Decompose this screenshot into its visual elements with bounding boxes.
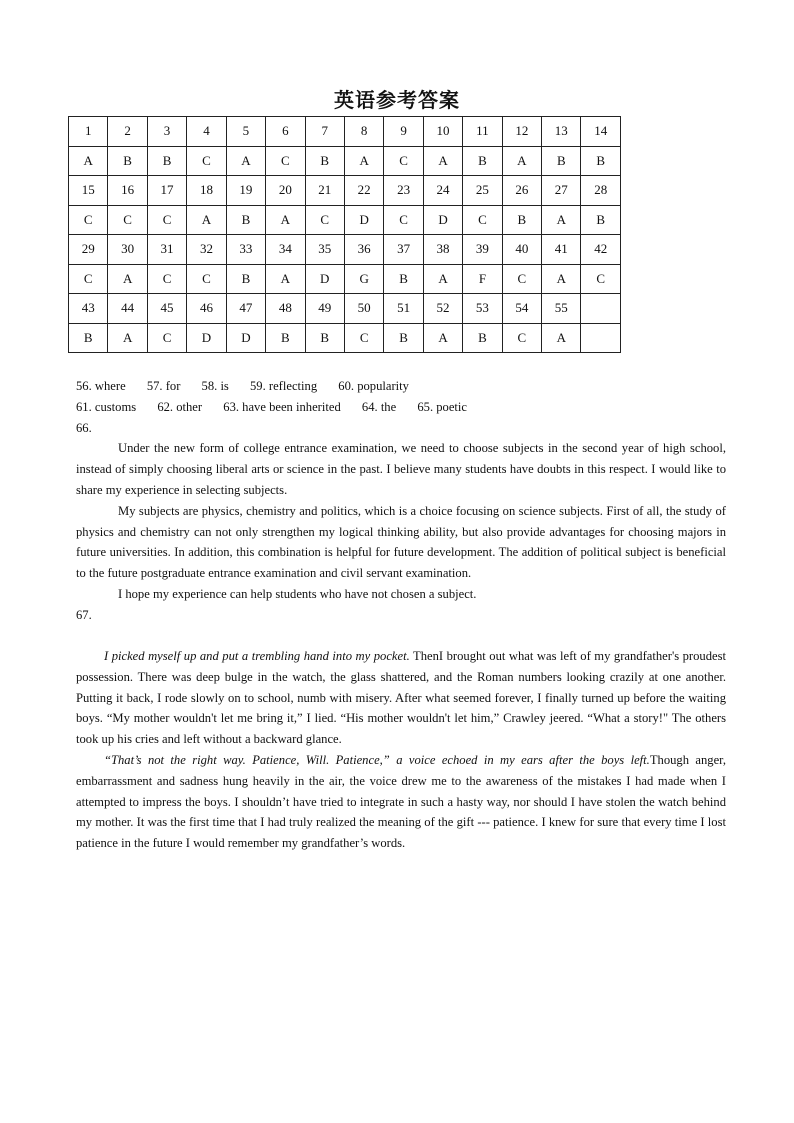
question-number-cell: 41 bbox=[542, 235, 581, 265]
question-number-cell: 14 bbox=[581, 117, 621, 147]
answer-row bbox=[69, 205, 621, 235]
question-number-cell: 39 bbox=[463, 235, 502, 265]
answer-cell: C bbox=[147, 323, 186, 353]
answer-64: 64. the bbox=[361, 399, 397, 414]
question-number-cell: 23 bbox=[384, 176, 423, 206]
answer-65: 65. poetic bbox=[417, 399, 468, 414]
answer-cell: A bbox=[423, 323, 462, 353]
answer-cell: A bbox=[423, 146, 462, 176]
question-number-cell bbox=[581, 294, 621, 324]
q67-paragraph-1 bbox=[76, 646, 726, 750]
answer-59: 59. reflecting bbox=[250, 379, 318, 393]
answer-cell: F bbox=[463, 264, 502, 294]
answer-cell: C bbox=[384, 146, 423, 176]
answer-cell: A bbox=[266, 205, 305, 235]
answer-cell: B bbox=[384, 264, 423, 294]
answer-58: 58. is bbox=[201, 379, 229, 393]
answer-row bbox=[69, 146, 621, 176]
answer-cell: A bbox=[542, 205, 581, 235]
answer-cell: B bbox=[463, 146, 502, 176]
answer-cell: A bbox=[542, 264, 581, 294]
answer-cell: C bbox=[502, 264, 541, 294]
question-number-cell: 10 bbox=[423, 117, 462, 147]
answer-cell: C bbox=[69, 264, 108, 294]
question-number-cell: 53 bbox=[463, 294, 502, 324]
answer-cell: D bbox=[423, 205, 462, 235]
answer-table bbox=[68, 116, 621, 353]
q67-paragraph-2 bbox=[76, 750, 726, 854]
question-number-cell: 47 bbox=[226, 294, 265, 324]
answer-cell: C bbox=[266, 146, 305, 176]
question-number-cell: 48 bbox=[266, 294, 305, 324]
question-number-cell: 38 bbox=[423, 235, 462, 265]
answer-cell: A bbox=[266, 264, 305, 294]
answer-56: 56. where bbox=[76, 379, 126, 393]
answer-cell: C bbox=[384, 205, 423, 235]
answer-cell: A bbox=[108, 264, 147, 294]
question-number-cell: 15 bbox=[69, 176, 108, 206]
answer-cell: C bbox=[187, 264, 226, 294]
answer-cell: A bbox=[226, 146, 265, 176]
answer-cell: B bbox=[226, 264, 265, 294]
question-number-cell: 46 bbox=[187, 294, 226, 324]
answer-cell: B bbox=[542, 146, 581, 176]
answer-cell: C bbox=[147, 205, 186, 235]
answer-cell: B bbox=[581, 205, 621, 235]
answer-cell: C bbox=[187, 146, 226, 176]
answer-cell: B bbox=[463, 323, 502, 353]
question-number-cell: 4 bbox=[187, 117, 226, 147]
answer-cell: B bbox=[226, 205, 265, 235]
question-number-cell: 25 bbox=[463, 176, 502, 206]
question-number-cell: 3 bbox=[147, 117, 186, 147]
question-number-cell: 30 bbox=[108, 235, 147, 265]
question-number-cell: 18 bbox=[187, 176, 226, 206]
question-number-cell: 5 bbox=[226, 117, 265, 147]
answer-cell: C bbox=[305, 205, 344, 235]
question-number-cell: 43 bbox=[69, 294, 108, 324]
answer-row bbox=[69, 264, 621, 294]
fill-line-2 bbox=[76, 397, 726, 418]
question-number-cell: 50 bbox=[344, 294, 383, 324]
question-number-cell: 16 bbox=[108, 176, 147, 206]
question-number-cell: 17 bbox=[147, 176, 186, 206]
answer-cell: C bbox=[502, 323, 541, 353]
question-number-cell: 32 bbox=[187, 235, 226, 265]
question-number-cell: 26 bbox=[502, 176, 541, 206]
answer-cell: B bbox=[108, 146, 147, 176]
q67-p2-italic: “That’s not the right way. Patience, Will. Patience,” a voice echoed in my ears after the boys left. bbox=[104, 752, 650, 767]
q67-label: 67. bbox=[76, 607, 92, 622]
answer-cell: G bbox=[344, 264, 383, 294]
question-number-cell: 20 bbox=[266, 176, 305, 206]
question-number-cell: 28 bbox=[581, 176, 621, 206]
answer-cell: C bbox=[108, 205, 147, 235]
question-number-cell: 36 bbox=[344, 235, 383, 265]
question-number-row bbox=[69, 294, 621, 324]
answer-cell: B bbox=[305, 323, 344, 353]
answer-cell: C bbox=[147, 264, 186, 294]
q67-p1-italic: I picked myself up and put a trembling hand into my pocket. bbox=[104, 649, 410, 663]
answer-cell: D bbox=[187, 323, 226, 353]
answer-cell: B bbox=[581, 146, 621, 176]
question-number-cell: 11 bbox=[463, 117, 502, 147]
q67-p2-rest: Though anger, embarrassment and sadness hung heavily in the air, the voice drew me to the awareness of the mistakes I had made when I attempted to impress the boys. I shouldn’t have tried to integrate in such a hasty way, nor should I have stolen the watch behind my mother. It was the first time that I had truly realized the meaning of the gift --- patience. I knew for sure that every time I lost patience in the future I would remember my grandfather’s words. bbox=[76, 752, 726, 851]
answer-cell: A bbox=[344, 146, 383, 176]
question-number-cell: 35 bbox=[305, 235, 344, 265]
answer-cell: B bbox=[305, 146, 344, 176]
answer-table-body bbox=[69, 117, 621, 353]
answer-cell: A bbox=[108, 323, 147, 353]
answer-62: 62. other bbox=[157, 399, 203, 414]
q67-essay bbox=[76, 646, 726, 854]
answer-cell: D bbox=[226, 323, 265, 353]
answer-cell: B bbox=[147, 146, 186, 176]
question-number-cell: 6 bbox=[266, 117, 305, 147]
fill-line-1 bbox=[76, 376, 726, 397]
question-number-cell: 13 bbox=[542, 117, 581, 147]
question-number-cell: 7 bbox=[305, 117, 344, 147]
question-number-cell: 52 bbox=[423, 294, 462, 324]
question-number-cell: 19 bbox=[226, 176, 265, 206]
answer-cell: B bbox=[266, 323, 305, 353]
question-number-cell: 51 bbox=[384, 294, 423, 324]
answer-cell: A bbox=[69, 146, 108, 176]
question-number-cell: 22 bbox=[344, 176, 383, 206]
answer-cell bbox=[581, 323, 621, 353]
answer-60: 60. popularity bbox=[338, 379, 409, 393]
fill-in-answers bbox=[76, 376, 726, 626]
question-number-row bbox=[69, 176, 621, 206]
answer-cell: B bbox=[69, 323, 108, 353]
question-number-cell: 33 bbox=[226, 235, 265, 265]
question-number-cell: 8 bbox=[344, 117, 383, 147]
question-number-cell: 1 bbox=[69, 117, 108, 147]
answer-63: 63. have been inherited bbox=[223, 399, 341, 414]
question-number-cell: 55 bbox=[542, 294, 581, 324]
question-number-cell: 12 bbox=[502, 117, 541, 147]
answer-cell: C bbox=[463, 205, 502, 235]
question-number-cell: 40 bbox=[502, 235, 541, 265]
question-number-cell: 54 bbox=[502, 294, 541, 324]
answer-cell: A bbox=[423, 264, 462, 294]
answer-cell: C bbox=[69, 205, 108, 235]
page-title: 英语参考答案 bbox=[334, 88, 460, 112]
question-number-cell: 42 bbox=[581, 235, 621, 265]
answer-cell: B bbox=[502, 205, 541, 235]
question-number-cell: 37 bbox=[384, 235, 423, 265]
question-number-cell: 45 bbox=[147, 294, 186, 324]
answer-57: 57. for bbox=[146, 379, 181, 393]
answer-61: 61. customs bbox=[76, 399, 137, 414]
question-number-cell: 2 bbox=[108, 117, 147, 147]
answer-cell: D bbox=[305, 264, 344, 294]
q67-p1-rest: ThenI brought out what was left of my grandfather's proudest possession. There was deep bulge in the watch, the glass shattered, and the Roman numbers looking crazily at one another. Putting it back, I rode slowly on to school, numb with misery. After what seemed forever, I finally turned up before the waiting boys. “My mother wouldn't let me bring it,” I lied. “His mother wouldn't let him,” Crawley jeered. “What a story!" The others took up his cries and left without a backward glance. bbox=[76, 649, 726, 747]
q66-paragraph-2: My subjects are physics, chemistry and politics, which is a choice focusing on science subjects. First of all, the study of physics and chemistry can not only strengthen my logical thinking ability, but also provide advantages for choosing majors in future universities. In addition, this combination is helpful for future development. The addition of political subject is beneficial to the future postgraduate entrance examination and civil servant examination. bbox=[76, 503, 726, 581]
q66-paragraph-1: Under the new form of college entrance examination, we need to choose subjects in the second year of high school, instead of simply choosing liberal arts or science in the past. I believe many students have doubts in this respect. I would like to share my experience in selecting subjects. bbox=[76, 441, 726, 497]
question-number-cell: 34 bbox=[266, 235, 305, 265]
answer-cell: B bbox=[384, 323, 423, 353]
question-number-cell: 44 bbox=[108, 294, 147, 324]
question-number-row bbox=[69, 235, 621, 265]
answer-cell: C bbox=[581, 264, 621, 294]
question-number-cell: 9 bbox=[384, 117, 423, 147]
question-number-cell: 31 bbox=[147, 235, 186, 265]
answer-cell: A bbox=[542, 323, 581, 353]
answer-cell: A bbox=[187, 205, 226, 235]
question-number-cell: 29 bbox=[69, 235, 108, 265]
question-number-cell: 27 bbox=[542, 176, 581, 206]
q66-label: 66. bbox=[76, 420, 92, 435]
question-number-cell: 21 bbox=[305, 176, 344, 206]
answer-cell: A bbox=[502, 146, 541, 176]
answer-row bbox=[69, 323, 621, 353]
answer-cell: D bbox=[344, 205, 383, 235]
question-number-row bbox=[69, 117, 621, 147]
q66-paragraph-3: I hope my experience can help students who have not chosen a subject. bbox=[118, 586, 477, 601]
question-number-cell: 24 bbox=[423, 176, 462, 206]
question-number-cell: 49 bbox=[305, 294, 344, 324]
answer-cell: C bbox=[344, 323, 383, 353]
